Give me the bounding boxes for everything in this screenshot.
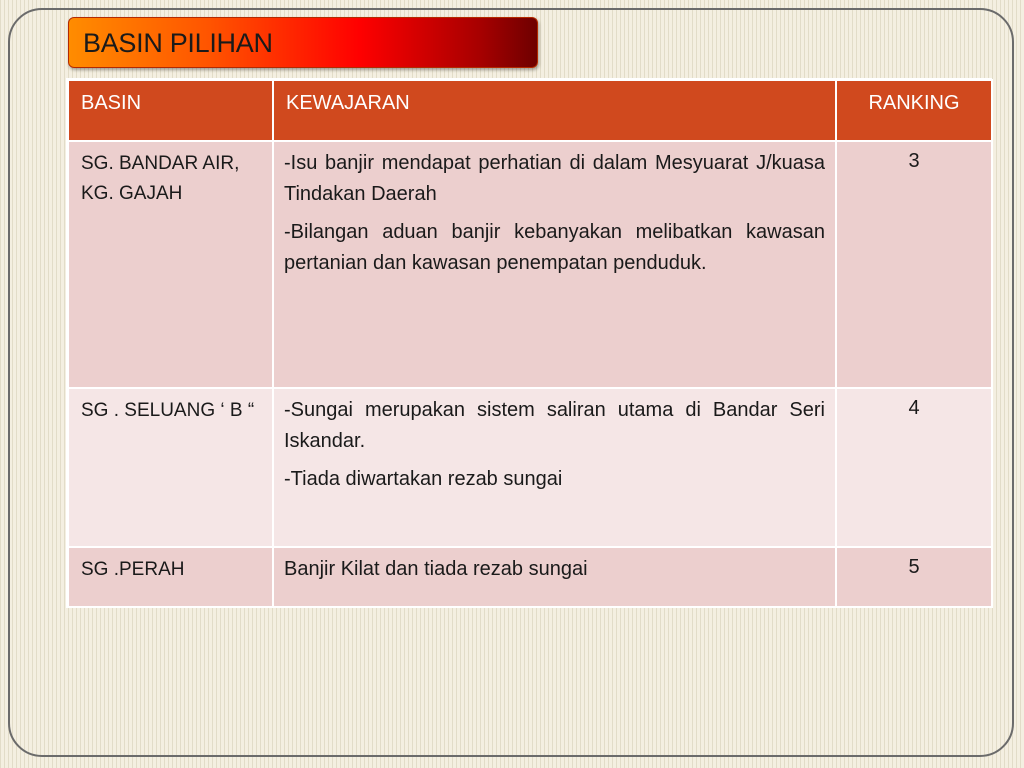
basin-table-container — [66, 78, 992, 608]
ranking-cell: 3 — [836, 141, 992, 388]
kewajaran-point: -Isu banjir mendapat perhatian di dalam Mesyuarat J/kuasa Tindakan Daerah — [284, 152, 825, 205]
header-kewajaran: KEWAJARAN — [273, 80, 836, 141]
kewajaran-cell — [273, 547, 836, 607]
basin-cell: SG .PERAH — [68, 547, 273, 607]
header-ranking: RANKING — [836, 80, 992, 141]
table-row — [68, 141, 992, 388]
kewajaran-point: -Bilangan aduan banjir kebanyakan melibatkan kawasan pertanian dan kawasan penempatan penduduk. — [284, 221, 825, 274]
table-row — [68, 388, 992, 547]
header-basin: BASIN — [68, 80, 273, 141]
kewajaran-point: -Sungai merupakan sistem saliran utama di Bandar Seri Iskandar. — [284, 399, 825, 452]
basin-table — [67, 79, 993, 608]
basin-cell: SG . SELUANG ‘ B “ — [68, 388, 273, 547]
table-header-row — [68, 80, 992, 141]
kewajaran-point: -Tiada diwartakan rezab sungai — [284, 468, 563, 490]
ranking-cell: 5 — [836, 547, 992, 607]
kewajaran-cell — [273, 388, 836, 547]
basin-cell: SG. BANDAR AIR, KG. GAJAH — [68, 141, 273, 388]
kewajaran-cell — [273, 141, 836, 388]
ranking-cell: 4 — [836, 388, 992, 547]
table-row — [68, 547, 992, 607]
slide-title: BASIN PILIHAN — [83, 28, 273, 58]
kewajaran-point: Banjir Kilat dan tiada rezab sungai — [284, 558, 588, 580]
title-banner — [68, 17, 538, 68]
